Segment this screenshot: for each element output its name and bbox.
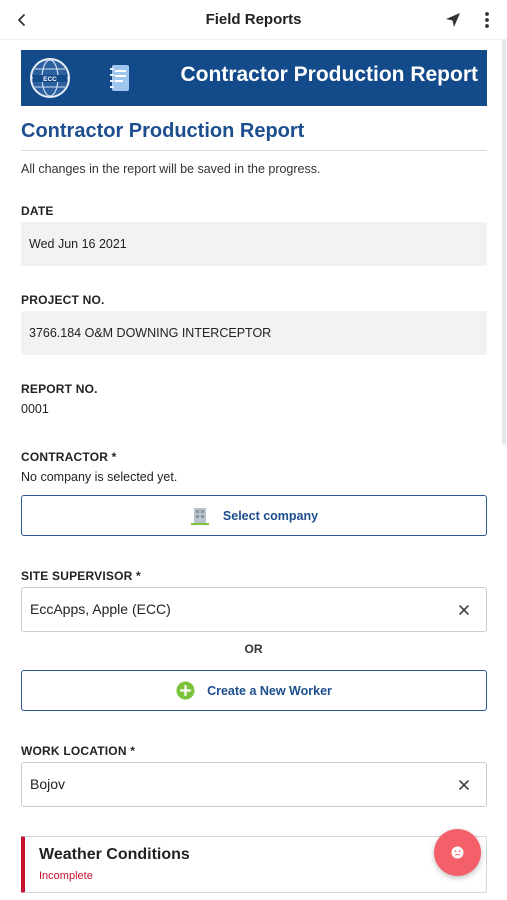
date-value: Wed Jun 16 2021 — [29, 237, 127, 251]
weather-conditions-section[interactable] — [21, 836, 487, 893]
close-icon — [459, 780, 469, 790]
scrollbar[interactable] — [502, 40, 506, 445]
date-label: DATE — [21, 204, 54, 218]
work-location-field[interactable] — [21, 762, 487, 807]
site-supervisor-label: SITE SUPERVISOR * — [21, 569, 141, 583]
app-bar-title: Field Reports — [205, 11, 302, 28]
banner-title: Contractor Production Report — [180, 63, 478, 86]
project-no-value: 3766.184 O&M DOWNING INTERCEPTOR — [29, 326, 272, 340]
create-worker-button[interactable] — [21, 670, 487, 711]
project-no-label: PROJECT NO. — [21, 293, 105, 307]
ecc-logo — [29, 57, 71, 99]
navigate-button[interactable] — [441, 8, 465, 32]
or-separator: OR — [244, 642, 263, 656]
top-app-bar — [0, 0, 507, 40]
contractor-empty-text: No company is selected yet. — [21, 470, 178, 484]
feedback-fab-button[interactable] — [434, 829, 481, 876]
work-location-value: Bojov — [30, 776, 66, 792]
contractor-label: CONTRACTOR * — [21, 450, 117, 464]
section-title: Weather Conditions — [39, 846, 190, 863]
close-icon — [459, 605, 469, 615]
building-icon — [190, 506, 210, 526]
select-company-label: Select company — [222, 508, 319, 523]
report-no-label: REPORT NO. — [21, 382, 98, 396]
notebook-icon — [109, 64, 131, 92]
logo-text: ECC — [43, 76, 57, 83]
clear-location-button[interactable] — [456, 777, 472, 793]
report-no-value: 0001 — [21, 402, 49, 416]
autosave-notice: All changes in the report will be saved in the progress. — [21, 162, 321, 176]
select-company-button[interactable] — [21, 495, 487, 536]
site-supervisor-value: EccApps, Apple (ECC) — [30, 601, 171, 617]
plus-circle-icon — [176, 681, 195, 700]
date-field — [21, 222, 487, 266]
work-location-label: WORK LOCATION * — [21, 744, 136, 758]
divider — [21, 150, 487, 151]
create-worker-label: Create a New Worker — [207, 683, 332, 698]
section-status: Incomplete — [39, 870, 93, 882]
project-no-field — [21, 311, 487, 355]
page-title: Contractor Production Report — [21, 120, 305, 142]
more-options-button[interactable] — [476, 8, 498, 32]
site-supervisor-field[interactable] — [21, 587, 487, 632]
clear-supervisor-button[interactable] — [456, 602, 472, 618]
report-banner — [21, 50, 487, 106]
navigation-arrow-icon — [444, 11, 462, 29]
more-vertical-icon — [484, 11, 490, 29]
sad-face-icon — [451, 846, 464, 859]
